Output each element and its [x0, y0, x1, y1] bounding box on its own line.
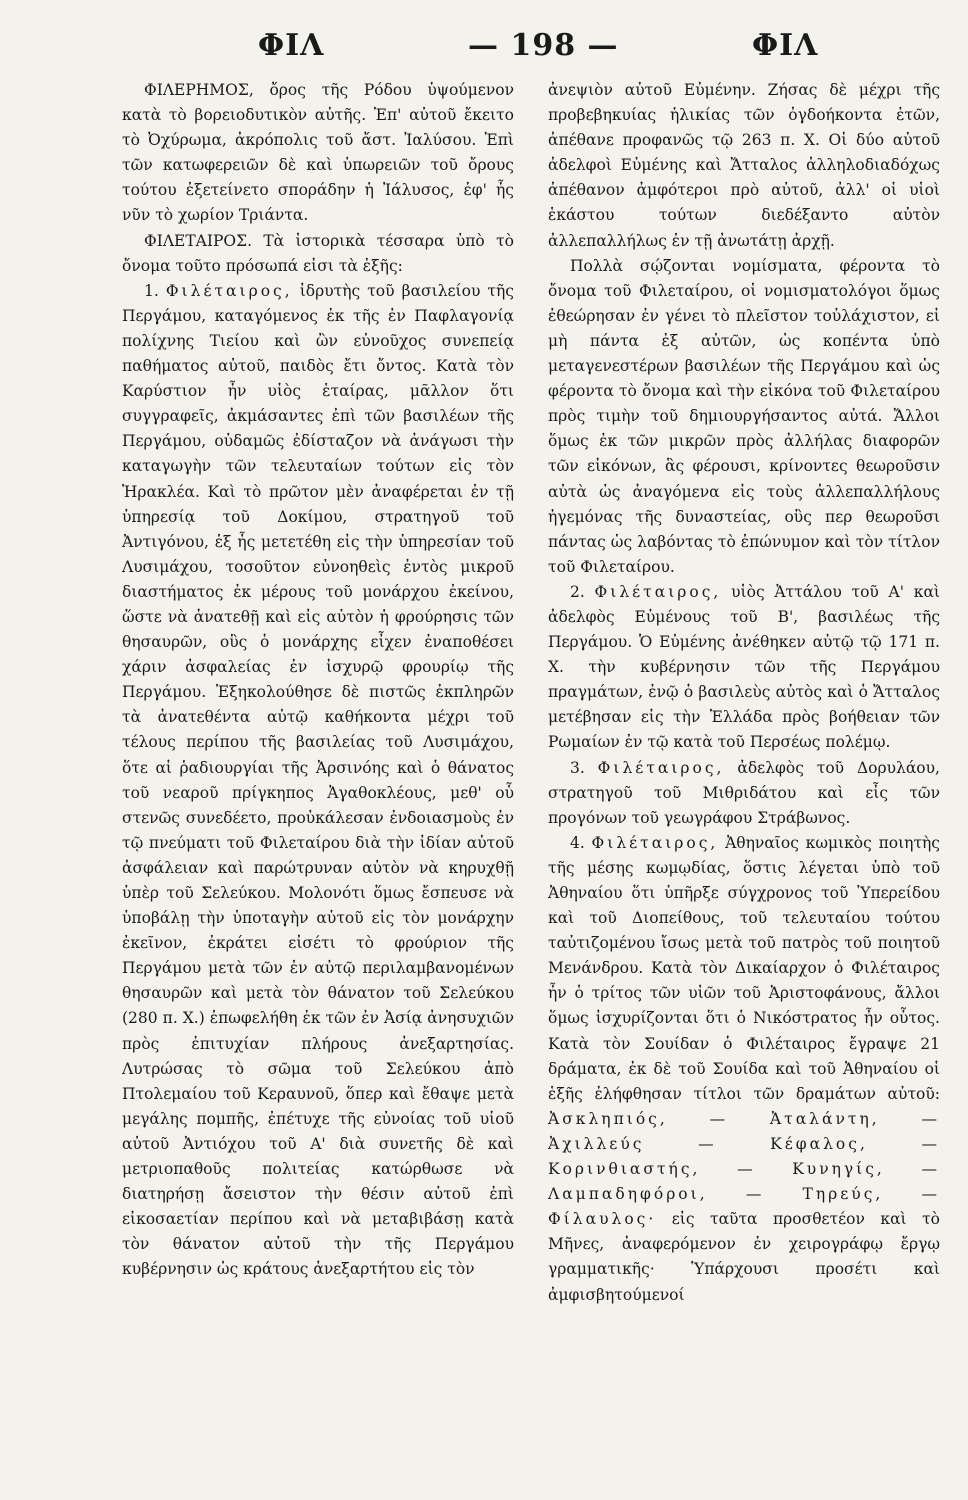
entry-number: 4.	[570, 833, 585, 852]
entry-name: Φιλέταιρος,	[165, 281, 293, 300]
page-header	[0, 28, 968, 78]
header-right-guide-word: ΦΙΛ	[752, 28, 819, 63]
entry-text-end: εἰς ταῦτα προσθετέον καὶ τὸ Μῆνες, ἀναφερόμενον ἐν χειρογράφῳ ἔργῳ γραμματικῆς· Ὑπάρχουσι προσέτι καὶ ἀμφισβητούμενοί	[548, 1210, 940, 1304]
entry-philetairos-intro: ΦΙΛΕΤΑΙΡΟΣ. Τὰ ἱστορικὰ τέσσαρα ὑπὸ τὸ ὄνομα τοῦτο πρόσωπά εἰσι τὰ ἑξῆς:	[122, 231, 514, 275]
continuation-text: ἀνεψιὸν αὐτοῦ Εὐμένην. Ζήσας δὲ μέχρι τῆς προβεβηκυίας ἡλικίας τῶν ὀγδοήκοντα ἐτῶν, ἀπέθανε προφανῶς τῷ 263 π. Χ. Οἱ δύο αὐτοῦ ἀδελφοὶ Εὐμένης καὶ Ἄτταλος ἀλληλοδιαδόχως ἀπέθανον ἀμφότεροι πρὸ αὐτοῦ, ἀλλ' οἱ υἱοὶ ἑκάστου τούτων διεδέξαντο αὐτὸν ἀλλεπαλλήλως ἐν τῇ ἀνωτάτῃ ἀρχῇ.	[548, 81, 940, 250]
entry-text: ἱδρυτὴς τοῦ βασιλείου τῆς Περγάμου, καταγόμενος ἐκ τῆς ἐν Παφλαγονίᾳ πολίχνης Τιείου καὶ ὢν εὐνοῦχος συνεπείᾳ παθήματος αὐτοῦ, παιδὸς ἔτι ὄντος. Κατὰ τὸν Καρύστιον ἦν υἱὸς ἑταίρας, μᾶλλον ὅτι συγγραφεῖς, ἀκμάσαντες ἐπὶ τῶν βασιλέων τῆς Περγάμου, οὐδαμῶς ἐδίσταζον νὰ ἀνάγωσι τὴν καταγωγὴν τῶν τελευταίων τούτων εἰς τὸν Ἡρακλέα. Καὶ τὸ πρῶτον μὲν ἀναφέρεται ἐν τῇ ὑπηρεσίᾳ τοῦ Δοκίμου, στρατηγοῦ τοῦ Ἀντιγόνου, ἐξ ἧς μετετέθη εἰς τὴν ὑπηρεσίαν τοῦ Λυσιμάχου, τοσοῦτον εὐνοηθεὶς ἐντὸς μικροῦ διαστήματος ἐκ μέρους τοῦ μονάρχου ἐκείνου, ὥστε νὰ ἀνατεθῇ καὶ εἰς αὐτὸν ἡ φρούρησις τῶν θησαυρῶν, οὓς ὁ μονάρχης εἶχεν ἐναποθέσει χάριν ἀσφαλείας ἐν ἰσχυρῷ φρουρίῳ τῆς Περγάμου. Ἐξηκολούθησε δὲ πιστῶς ἐκπληρῶν τὰ ἀνατεθέντα αὐτῷ καθήκοντα μέχρι τοῦ τέλους περίπου τῆς βασιλείας τοῦ Λυσιμάχου, ὅτε αἱ ῥαδιουργίαι τῆς Ἀρσινόης καὶ ὁ θάνατος τοῦ νεαροῦ πρίγκηπος Ἀγαθοκλέους, μεθ' οὗ στενῶς συνεδέετο, προὐκάλεσαν ἐνδοιασμοὺς ἐν τῷ πνεύματι τοῦ Φιλεταίρου διὰ τὴν ἰδίαν αὐτοῦ ἀσφάλειαν καὶ παρώτρυναν αὐτὸν νὰ κηρυχθῇ ὑπὲρ τοῦ Σελεύκου. Μολονότι ὅμως ἔσπευσε νὰ ὑποβάλῃ τὴν ὑποταγὴν αὐτοῦ εἰς τὸν μονάρχην ἐκεῖνον, ἐκράτει εἰσέτι τὸ φρούριον τῆς Περγάμου μετὰ τῶν ἐν αὐτῷ περιλαμβανομένων θησαυρῶν καὶ μετὰ τὸν θάνατον τοῦ Σελεύκου (280 π. Χ.) ἐπωφελήθη ἐκ τῶν ἐν Ἀσίᾳ ἀνησυχιῶν πρὸς ἐπιτυχίαν πλήρους ἀνεξαρτησίας. Λυτρώσας τὸ σῶμα τοῦ Σελεύκου ἀπὸ Πτολεμαίου τοῦ Κεραυνοῦ, ὅπερ καὶ ἔθαψε μετὰ μεγάλης πομπῆς, ἐπέτυχε τῆς εὐνοίας τοῦ υἱοῦ αὐτοῦ Ἀντιόχου τοῦ Α' διὰ συνετῆς δὲ καὶ μετριοπαθοῦς πολιτείας κατώρθωσε νὰ διατηρήσῃ ἄσειστον τὴν θέσιν αὐτοῦ ἐπὶ εἰκοσαετίαν περίπου καὶ νὰ μεταβιβάσῃ κατὰ τὸν θάνατον αὐτοῦ τὴν τῆς Περγάμου κυβέρνησιν ὡς κράτους ἀνεξαρτήτου εἰς τὸν	[122, 281, 514, 1279]
entry-text: Ἀθηναῖος κωμικὸς ποιητὴς τῆς μέσης κωμῳδίας, ὅστις λέγεται ὑπὸ τοῦ Ἀθηναίου ὅτι ὑπῆρξε σύγχρονος τοῦ Ὑπερείδου καὶ τοῦ Διοπείθους, τοῦ τελευταίου τούτου ταὐτιζομένου ἴσως μετὰ τοῦ πατρὸς τοῦ ποιητοῦ Μενάνδρου. Κατὰ τὸν Δικαίαρχον ὁ Φιλέταιρος ἦν ὁ τρίτος τῶν υἱῶν τοῦ Ἀριστοφάνους, ἄλλοι ὅμως ἰσχυρίζονται ὅτι ὁ Νικόστρατος ἦν οὗτος. Κατὰ τὸν Σουίδαν ὁ Φιλέταιρος ἔγραψε 21 δράματα, ἐκ δὲ τοῦ Σουίδα καὶ τοῦ Ἀθηναίου οἱ ἑξῆς ἐλήφθησαν τίτλοι τῶν δραμάτων αὐτοῦ:	[548, 833, 940, 1103]
coins-paragraph: Πολλὰ σῴζονται νομίσματα, φέροντα τὸ ὄνομα τοῦ Φιλεταίρου, οἱ νομισματολόγοι ὅμως ἐθεώρησαν ἐν γένει τὸ πλεῖστον τοὐλάχιστον, εἰ μὴ πάντα ἐξ αὐτῶν, ὡς κοπέντα ὑπὸ μεταγενεστέρων βασιλέων τῆς Περγάμου καὶ ὡς φέροντα τὸ ὄνομα καὶ τὴν εἰκόνα τοῦ Φιλεταίρου πρὸς τιμὴν τοῦ δημιουργήσαντος αὐτά. Ἄλλοι ὅμως ἐκ τῶν μικρῶν πρὸς ἀλλήλας διαφορῶν τῶν εἰκόνων, ἃς φέρουσι, κρίνοντες θεωροῦσιν αὐτὰ ὡς ἀναγόμενα εἰς τοὺς ἀλλεπαλλήλους ἡγεμόνας τῆς δυναστείας, οὓς περ θεωροῦσι πάντας ὡς λαβόντας τὸ ἐπώνυμον καὶ τὸν τίτλον τοῦ Φιλεταίρου.	[548, 256, 940, 576]
entry-text: ἀδελφὸς τοῦ Δορυλάου, στρατηγοῦ τοῦ Μιθριδάτου καὶ εἷς τῶν προγόνων τοῦ γεωγράφου Στράβωνος.	[548, 758, 940, 827]
entry-name: Φιλέταιρος,	[597, 758, 725, 777]
play-titles: Ἀσκληπιός, — Ἀταλάντη, — Ἀχιλλεύς — Κέφαλος, — Κορινθιαστής, — Κυνηγίς, — Λαμπαδηφόροι, — Τηρεύς, — Φίλαυλος·	[548, 1109, 940, 1229]
left-column	[122, 78, 514, 1283]
entry-philetairos-3	[548, 756, 940, 831]
entry-philetairos-1	[122, 279, 514, 1283]
entry-name: Φιλέταιρος,	[591, 833, 719, 852]
right-column	[548, 78, 940, 1308]
entry-phileremos: ΦΙΛΕΡΗΜΟΣ, ὄρος τῆς Ρόδου ὑψούμενον κατὰ τὸ βορειοδυτικὸν αὐτῆς. Ἐπ' αὐτοῦ ἔκειτο τὸ Ὀχύρωμα, ἀκρόπολις τοῦ ἄστ. Ἰαλύσου. Ἐπὶ τῶν κατωφερειῶν δὲ καὶ ὑπωρειῶν τοῦ ὄρους τούτου ἐξετείνετο σποράδην ἡ Ἰάλυσος, ἐφ' ἧς νῦν τὸ χωρίον Τριάντα.	[122, 81, 514, 225]
page-number: — 198 —	[468, 28, 619, 63]
entry-number: 3.	[570, 758, 585, 777]
entry-text: υἱὸς Ἀττάλου τοῦ Α' καὶ ἀδελφὸς Εὐμένους τοῦ Β', βασιλέως τῆς Περγάμου. Ὁ Εὐμένης ἀνέθηκεν αὐτῷ τῷ 171 π. Χ. τὴν κυβέρνησιν τῶν τῆς Περγάμου πραγμάτων, ἐνῷ ὁ βασιλεὺς αὐτὸς καὶ ὁ Ἄτταλος μετέβησαν εἰς τὴν Ἑλλάδα πρὸς βοήθειαν τῶν Ρωμαίων ἐν τῷ κατὰ τοῦ Περσέως πολέμῳ.	[548, 582, 940, 752]
entry-number: 1.	[144, 281, 159, 300]
header-left-guide-word: ΦΙΛ	[258, 28, 325, 63]
entry-name: Φιλέταιρος,	[594, 582, 722, 601]
entry-philetairos-2	[548, 580, 940, 756]
entry-philetairos-4	[548, 831, 940, 1308]
entry-number: 2.	[570, 582, 585, 601]
